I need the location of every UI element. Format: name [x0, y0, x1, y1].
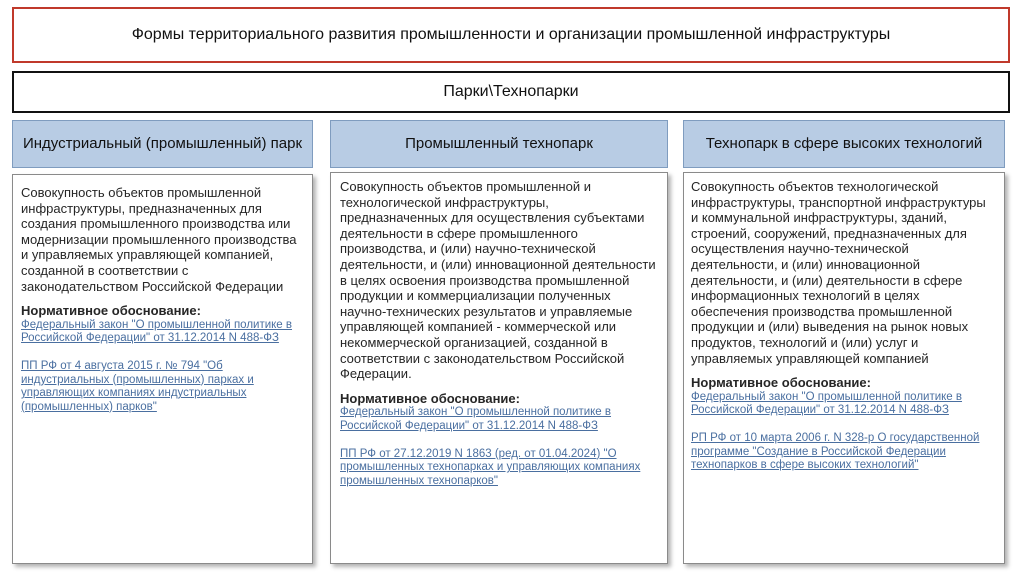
column-description: Совокупность объектов промышленной инфраструктуры, предназначенных для создания промышленного производства или модернизации промышленного производства и управляемых управляющей компанией, созданной в соответствии с законодательством Российской Федерации [21, 185, 297, 294]
column-header-label: Промышленный технопарк [405, 135, 593, 152]
decree-link[interactable]: РП РФ от 10 марта 2006 г. N 328-р О государственной программе "Создание в Российской Федерации технопарков в сфере высоких технологий" [691, 431, 980, 472]
decree-link[interactable]: ПП РФ от 4 августа 2015 г. № 794 "Об индустриальных (промышленных) парках и управляющих компаниях индустриальных (промышленных) парков" [21, 359, 254, 413]
column-description: Совокупность объектов технологической инфраструктуры, транспортной инфраструктуры и коммунальной инфраструктуры, зданий, строений, сооружений, предназначенных для осуществления научно-технической деятельности, и (или) инновационной деятельности, и (или) деятельности в сфере информационных технологий в целях обеспечения производства промышленной продукции и (или) выведения на рынок новых продуктов, технологий и (или) услуг и управляемых управляющей компанией [691, 179, 986, 366]
column-header-industrial-technopark [330, 120, 668, 168]
law-link[interactable]: Федеральный закон "О промышленной политике в Российской Федерации" от 31.12.2014 N 488-ФЗ [340, 406, 612, 432]
decree-link[interactable]: ПП РФ от 27.12.2019 N 1863 (ред. от 01.04.2024) "О промышленных технопарках и управляющих компаниях промышленных технопарков" [340, 447, 641, 487]
law-link[interactable]: Федеральный закон "О промышленной политике в Российской Федерации" от 31.12.2014 N 488-ФЗ [21, 318, 293, 345]
column-card-hightech-technopark [683, 172, 1005, 564]
column-description: Совокупность объектов промышленной и технологической инфраструктуры, предназначенных для осуществления субъектами деятельности в сфере промышленного производства, и (или) научно-технической деятельности, и (или) инновационной деятельности в целях освоения производства промышленной продукции и коммерциализации полученных научно-технических результатов и управляемые управляющей компанией - коммерческой или некоммерческой организацией, созданной в соответствии с законодательством Российской Федерации. [340, 179, 656, 382]
column-card-industrial-technopark [330, 172, 668, 564]
page-title: Формы территориального развития промышленности и организации промышленной инфраструктуры [131, 26, 891, 43]
section-title: Парки\Технопарки [443, 83, 579, 100]
normative-label: Нормативное обоснование: [691, 375, 871, 391]
column-header-hightech-technopark [683, 120, 1005, 168]
column-header-label: Технопарк в сфере высоких технологий [705, 135, 983, 152]
normative-label: Нормативное обоснование: [21, 303, 201, 319]
column-header-label: Индустриальный (промышленный) парк [22, 135, 303, 152]
page-title-box [12, 7, 1010, 63]
normative-label: Нормативное обоснование: [340, 390, 520, 406]
column-card-industrial-park [12, 174, 313, 564]
column-header-industrial-park [12, 120, 313, 168]
law-link[interactable]: Федеральный закон "О промышленной политике в Российской Федерации" от 31.12.2014 N 488-ФЗ [691, 390, 963, 417]
section-title-box [12, 71, 1010, 113]
